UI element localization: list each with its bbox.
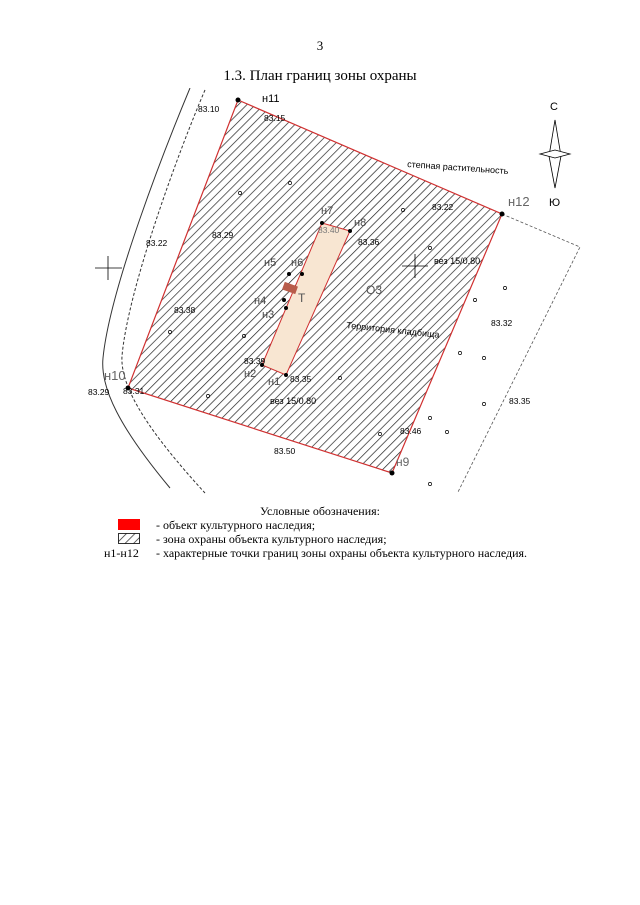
elevation-label: 83.35 <box>290 374 312 384</box>
object-marker-label: Т <box>298 291 306 305</box>
point-label-n6: н6 <box>291 257 304 269</box>
point-label-n3: н3 <box>262 309 275 321</box>
hatch-legend-swatch <box>118 533 140 544</box>
legend-item-points <box>0 546 640 560</box>
point-label-n4: н4 <box>254 295 267 307</box>
elevation-label: 83.36 <box>358 237 380 247</box>
elevation-label: 83.35 <box>509 396 531 406</box>
elevation-label: 83.22 <box>432 202 454 212</box>
elevation-label: 83.10 <box>198 104 220 114</box>
point-label-n10: н10 <box>104 368 126 383</box>
steppe-vegetation-label: степная растительность <box>406 159 509 177</box>
legend-text: - характерные точки границ зоны охраны объекта культурного наследия. <box>156 546 528 560</box>
elevation-label: 83.31 <box>123 386 145 396</box>
cemetery-territory-label: Территория кладбища <box>345 320 440 340</box>
elevation-label: 83.39 <box>244 356 266 366</box>
bez-label-2: вез 15/0.80 <box>270 396 317 406</box>
point-label-n11: н11 <box>262 93 280 105</box>
elevation-label: 83.29 <box>212 230 234 240</box>
elevation-label: 83.38 <box>174 305 196 315</box>
elevation-label: 83.32 <box>491 318 513 328</box>
point-label-n8: н8 <box>354 217 367 229</box>
elevation-label: 83.40 <box>318 225 340 235</box>
legend-key: н1-н12 <box>104 546 139 560</box>
compass-north: С <box>550 101 558 113</box>
boundary-plan-map <box>0 88 640 498</box>
zone-code-label: О3 <box>366 283 383 297</box>
compass-south: Ю <box>549 197 561 209</box>
elevation-label: 83.29 <box>88 387 110 397</box>
elevation-label: 83.50 <box>274 446 296 456</box>
legend-text: - объект культурного наследия; <box>156 518 316 532</box>
legend-item-zone <box>0 532 640 546</box>
bez-label-1: вез 15/0.80 <box>434 256 481 266</box>
legend-text: - зона охраны объекта культурного наследия; <box>156 532 387 546</box>
page-title: 1.3. План границ зоны охраны <box>223 68 417 84</box>
elevation-label: 83.22 <box>146 238 168 248</box>
elevation-label: 83.46 <box>400 426 422 436</box>
compass-rose <box>540 101 570 209</box>
object-legend-swatch <box>118 519 140 530</box>
legend-title: Условные обозначения: <box>259 504 381 518</box>
point-label-n7: н7 <box>321 205 334 217</box>
point-label-n2: н2 <box>244 368 257 380</box>
page-number: 3 <box>316 38 324 53</box>
point-label-n9: н9 <box>396 455 410 469</box>
point-label-n1: н1 <box>268 376 281 388</box>
legend-item-object <box>0 518 640 532</box>
point-label-n5: н5 <box>264 257 277 269</box>
point-label-n12: н12 <box>508 194 530 209</box>
elevation-label: 83.15 <box>264 113 286 123</box>
